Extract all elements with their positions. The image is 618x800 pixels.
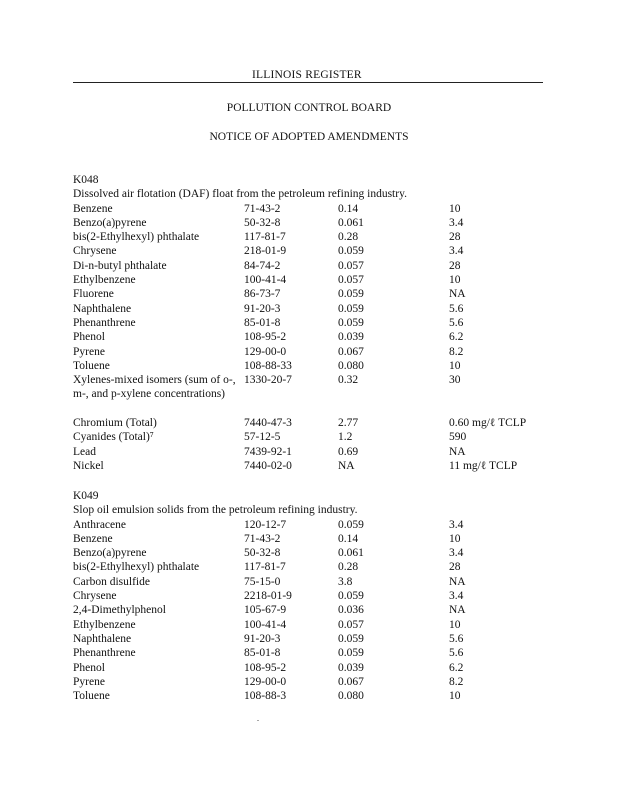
- table-row: [73, 359, 553, 373]
- section-code: K048: [73, 174, 99, 186]
- cas-number: 71-43-2: [244, 202, 281, 215]
- constituent-name: Di-n-butyl phthalate: [73, 259, 167, 272]
- constituent-name: Benzo(a)pyrene: [73, 216, 147, 229]
- constituent-name: Toluene: [73, 359, 110, 372]
- constituent-name: Benzene: [73, 532, 113, 545]
- table-row: [73, 345, 553, 359]
- nonwastewater-standard: 590: [449, 431, 467, 444]
- table-row: [73, 560, 553, 574]
- nonwastewater-standard: 10: [449, 274, 461, 287]
- constituent-name: Fluorene: [73, 288, 114, 301]
- wastewater-standard: 0.061: [338, 547, 364, 560]
- cas-number: 100-41-4: [244, 274, 287, 287]
- table-row: [73, 632, 553, 646]
- cas-number: 7440-47-3: [244, 417, 292, 430]
- table-row: [73, 575, 553, 589]
- nonwastewater-standard: 5.6: [449, 647, 464, 660]
- cas-number: 71-43-2: [244, 532, 281, 545]
- nonwastewater-standard: 3.4: [449, 590, 464, 603]
- wastewater-standard: 0.080: [338, 690, 364, 703]
- table-row: [73, 689, 553, 703]
- constituent-table: [73, 202, 553, 474]
- table-row: [73, 216, 553, 230]
- section-k048: [73, 173, 553, 473]
- wastewater-standard: 0.059: [338, 647, 364, 660]
- wastewater-standard: 0.039: [338, 661, 364, 674]
- constituent-name: bis(2-Ethylhexyl) phthalate: [73, 231, 200, 244]
- nonwastewater-standard: 5.6: [449, 632, 464, 645]
- wastewater-standard: 0.059: [338, 518, 364, 531]
- cas-number: 1330-20-7: [244, 374, 292, 387]
- nonwastewater-standard: 8.2: [449, 345, 464, 358]
- wastewater-standard: 0.69: [338, 445, 359, 458]
- cas-number: 86-73-7: [244, 288, 281, 301]
- table-row: [73, 518, 553, 532]
- nonwastewater-standard: 10: [449, 532, 461, 545]
- cas-number: 57-12-5: [244, 431, 281, 444]
- cas-number: 85-01-8: [244, 647, 281, 660]
- nonwastewater-standard: 8.2: [449, 675, 464, 688]
- nonwastewater-standard: 30: [449, 374, 461, 387]
- table-row: [73, 373, 553, 416]
- nonwastewater-standard: 10: [449, 618, 461, 631]
- cas-number: 91-20-3: [244, 632, 281, 645]
- wastewater-standard: 0.28: [338, 561, 359, 574]
- wastewater-standard: 0.061: [338, 216, 364, 229]
- wastewater-standard: 0.059: [338, 245, 364, 258]
- table-row: [73, 273, 553, 287]
- cas-number: 108-95-2: [244, 661, 287, 674]
- table-row: [73, 302, 553, 316]
- nonwastewater-standard: 3.4: [449, 518, 464, 531]
- cas-number: 129-00-0: [244, 675, 287, 688]
- constituent-name: Chrysene: [73, 245, 117, 258]
- wastewater-standard: 0.059: [338, 316, 364, 329]
- register-title: ILLINOIS REGISTER: [252, 69, 362, 81]
- wastewater-standard: 0.14: [338, 202, 359, 215]
- section-description: Dissolved air flotation (DAF) float from the petroleum refining industry.: [73, 188, 407, 201]
- constituent-name: Benzo(a)pyrene: [73, 547, 147, 560]
- constituent-name: Cyanides (Total)⁷: [73, 431, 154, 444]
- cas-number: 84-74-2: [244, 259, 281, 272]
- cas-number: 120-12-7: [244, 518, 287, 531]
- constituent-name: Ethylbenzene: [73, 274, 136, 287]
- wastewater-standard: 0.036: [338, 604, 364, 617]
- cas-number: 85-01-8: [244, 316, 281, 329]
- wastewater-standard: 0.039: [338, 331, 364, 344]
- constituent-name: Chrysene: [73, 590, 117, 603]
- nonwastewater-standard: 3.4: [449, 547, 464, 560]
- nonwastewater-standard: NA: [449, 288, 466, 301]
- nonwastewater-standard: 5.6: [449, 302, 464, 315]
- constituent-name: Xylenes-mixed isomers (sum of o-, m-, and p-xylene concentrations): [73, 374, 236, 401]
- table-row: [73, 416, 553, 430]
- constituent-name: Naphthalene: [73, 632, 132, 645]
- wastewater-standard: 0.059: [338, 590, 364, 603]
- table-row: [73, 589, 553, 603]
- cas-number: 108-95-2: [244, 331, 287, 344]
- constituent-name: Pyrene: [73, 345, 105, 358]
- nonwastewater-standard: 5.6: [449, 316, 464, 329]
- table-row: [73, 661, 553, 675]
- table-row: [73, 459, 553, 473]
- nonwastewater-standard: NA: [449, 445, 466, 458]
- wastewater-standard: 3.8: [338, 575, 353, 588]
- cas-number: 7440-02-0: [244, 459, 292, 472]
- nonwastewater-standard: 28: [449, 561, 461, 574]
- section-k049: [73, 489, 553, 703]
- table-row: [73, 675, 553, 689]
- table-row: [73, 532, 553, 546]
- constituent-name: Naphthalene: [73, 302, 132, 315]
- table-row: [73, 618, 553, 632]
- table-row: [73, 202, 553, 216]
- nonwastewater-standard: 11 mg/ℓ TCLP: [449, 459, 518, 472]
- section-code: K049: [73, 490, 99, 502]
- nonwastewater-standard: 0.60 mg/ℓ TCLP: [449, 417, 527, 430]
- wastewater-standard: 0.067: [338, 675, 364, 688]
- nonwastewater-standard: 10: [449, 359, 461, 372]
- table-row: [73, 259, 553, 273]
- wastewater-standard: 0.057: [338, 274, 364, 287]
- constituent-name: Ethylbenzene: [73, 618, 136, 631]
- constituent-name: Phenol: [73, 331, 105, 344]
- nonwastewater-standard: 3.4: [449, 216, 464, 229]
- cas-number: 100-41-4: [244, 618, 287, 631]
- constituent-name: Benzene: [73, 202, 113, 215]
- wastewater-standard: 0.32: [338, 374, 359, 387]
- constituent-name: Phenanthrene: [73, 316, 136, 329]
- cas-number: 50-32-8: [244, 547, 281, 560]
- nonwastewater-standard: 28: [449, 259, 461, 272]
- table-row: [73, 244, 553, 258]
- board-title: POLLUTION CONTROL BOARD: [226, 102, 392, 114]
- nonwastewater-standard: NA: [449, 604, 466, 617]
- cas-number: 129-00-0: [244, 345, 287, 358]
- constituent-name: Anthracene: [73, 518, 126, 531]
- wastewater-standard: 0.057: [338, 259, 364, 272]
- nonwastewater-standard: NA: [449, 575, 466, 588]
- constituent-name: Pyrene: [73, 675, 105, 688]
- wastewater-standard: 0.059: [338, 632, 364, 645]
- wastewater-standard: 0.28: [338, 231, 359, 244]
- table-row: [73, 287, 553, 301]
- wastewater-standard: 0.067: [338, 345, 364, 358]
- table-row: [73, 430, 553, 444]
- cas-number: 2218-01-9: [244, 590, 292, 603]
- wastewater-standard: 1.2: [338, 431, 353, 444]
- table-row: [73, 316, 553, 330]
- constituent-name: bis(2-Ethylhexyl) phthalate: [73, 561, 200, 574]
- wastewater-standard: 0.057: [338, 618, 364, 631]
- cas-number: 91-20-3: [244, 302, 281, 315]
- wastewater-standard: NA: [338, 459, 355, 472]
- cas-number: 7439-92-1: [244, 445, 292, 458]
- table-row: [73, 445, 553, 459]
- cas-number: 105-67-9: [244, 604, 287, 617]
- nonwastewater-standard: 10: [449, 202, 461, 215]
- table-row: [73, 603, 553, 617]
- notice-title: NOTICE OF ADOPTED AMENDMENTS: [209, 131, 409, 143]
- constituent-table: [73, 518, 553, 704]
- wastewater-standard: 0.080: [338, 359, 364, 372]
- table-row: [73, 546, 553, 560]
- constituent-name: Phenol: [73, 661, 105, 674]
- cas-number: 108-88-3: [244, 690, 287, 703]
- cas-number: 117-81-7: [244, 561, 286, 574]
- table-row: [73, 330, 553, 344]
- table-row: [73, 646, 553, 660]
- cas-number: 75-15-0: [244, 575, 281, 588]
- footer-mark: .: [257, 714, 259, 723]
- nonwastewater-standard: 6.2: [449, 661, 464, 674]
- nonwastewater-standard: 10: [449, 690, 461, 703]
- cas-number: 108-88-33: [244, 359, 292, 372]
- wastewater-standard: 0.14: [338, 532, 359, 545]
- section-description: Slop oil emulsion solids from the petroleum refining industry.: [73, 504, 358, 517]
- nonwastewater-standard: 3.4: [449, 245, 464, 258]
- wastewater-standard: 2.77: [338, 417, 359, 430]
- wastewater-standard: 0.059: [338, 302, 364, 315]
- cas-number: 117-81-7: [244, 231, 286, 244]
- cas-number: 218-01-9: [244, 245, 287, 258]
- table-row: [73, 230, 553, 244]
- nonwastewater-standard: 6.2: [449, 331, 464, 344]
- constituent-name: Lead: [73, 445, 96, 458]
- constituent-name: Phenanthrene: [73, 647, 136, 660]
- constituent-name: Carbon disulfide: [73, 575, 150, 588]
- constituent-name: Chromium (Total): [73, 417, 157, 430]
- constituent-name: Nickel: [73, 459, 104, 472]
- cas-number: 50-32-8: [244, 216, 281, 229]
- constituent-name: 2,4-Dimethylphenol: [73, 604, 166, 617]
- constituent-name: Toluene: [73, 690, 110, 703]
- wastewater-standard: 0.059: [338, 288, 364, 301]
- nonwastewater-standard: 28: [449, 231, 461, 244]
